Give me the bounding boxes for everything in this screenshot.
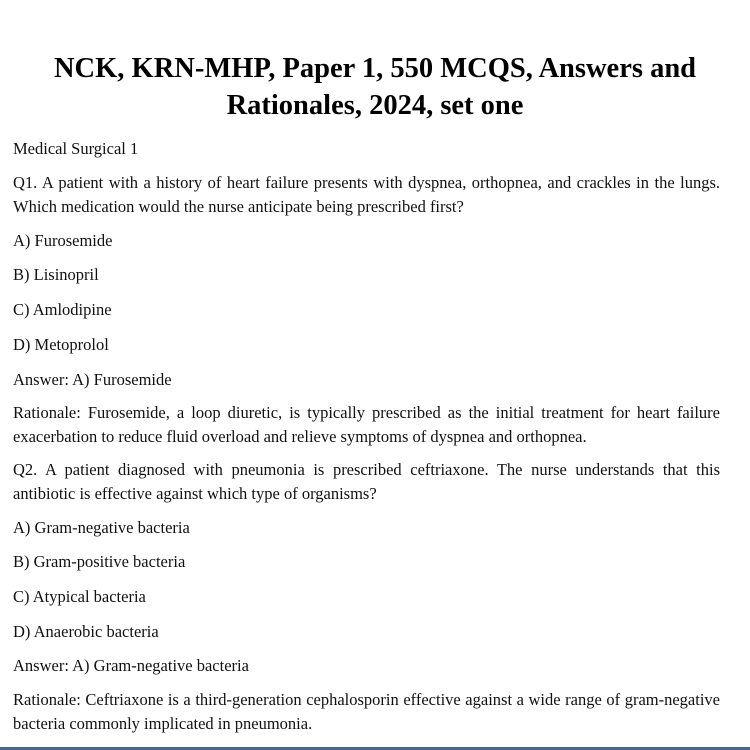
question-1-answer: Answer: A) Furosemide [13, 370, 172, 389]
title-line-1: NCK, KRN-MHP, Paper 1, 550 MCQS, Answers and [53, 53, 697, 84]
question-2-option-d: D) Anaerobic bacteria [13, 622, 159, 641]
question-2-option-a: A) Gram-negative bacteria [13, 518, 190, 537]
question-2-option-c: C) Atypical bacteria [13, 587, 146, 606]
question-1-rationale: Rationale: Furosemide, a loop diuretic, is typically prescribed as the initial treatment for heart failure exacerbation to reduce fluid overload and relieve symptoms of dyspnea and orthopnea. [13, 403, 720, 446]
question-1-option-a: A) Furosemide [13, 231, 113, 250]
question-2-text: Q2. A patient diagnosed with pneumonia is prescribed ceftriaxone. The nurse understands that this antibiotic is effective against which type of organisms? [13, 460, 720, 503]
document-title [0, 50, 750, 124]
question-1-text: Q1. A patient with a history of heart failure presents with dyspnea, orthopnea, and crackles in the lungs. Which medication would the nurse anticipate being prescribed first? [13, 173, 720, 216]
question-1-option-d: D) Metoprolol [13, 335, 109, 354]
question-1-option-c: C) Amlodipine [13, 300, 112, 319]
question-2-rationale: Rationale: Ceftriaxone is a third-generation cephalosporin effective against a wide range of gram-negative bacteria commonly implicated in pneumonia. [13, 690, 720, 733]
question-2-option-b: B) Gram-positive bacteria [13, 552, 186, 571]
title-line-2: Rationales, 2024, set one [226, 90, 524, 121]
question-1-option-b: B) Lisinopril [13, 265, 99, 284]
section-heading: Medical Surgical 1 [13, 139, 139, 158]
question-2-answer: Answer: A) Gram-negative bacteria [13, 656, 249, 675]
